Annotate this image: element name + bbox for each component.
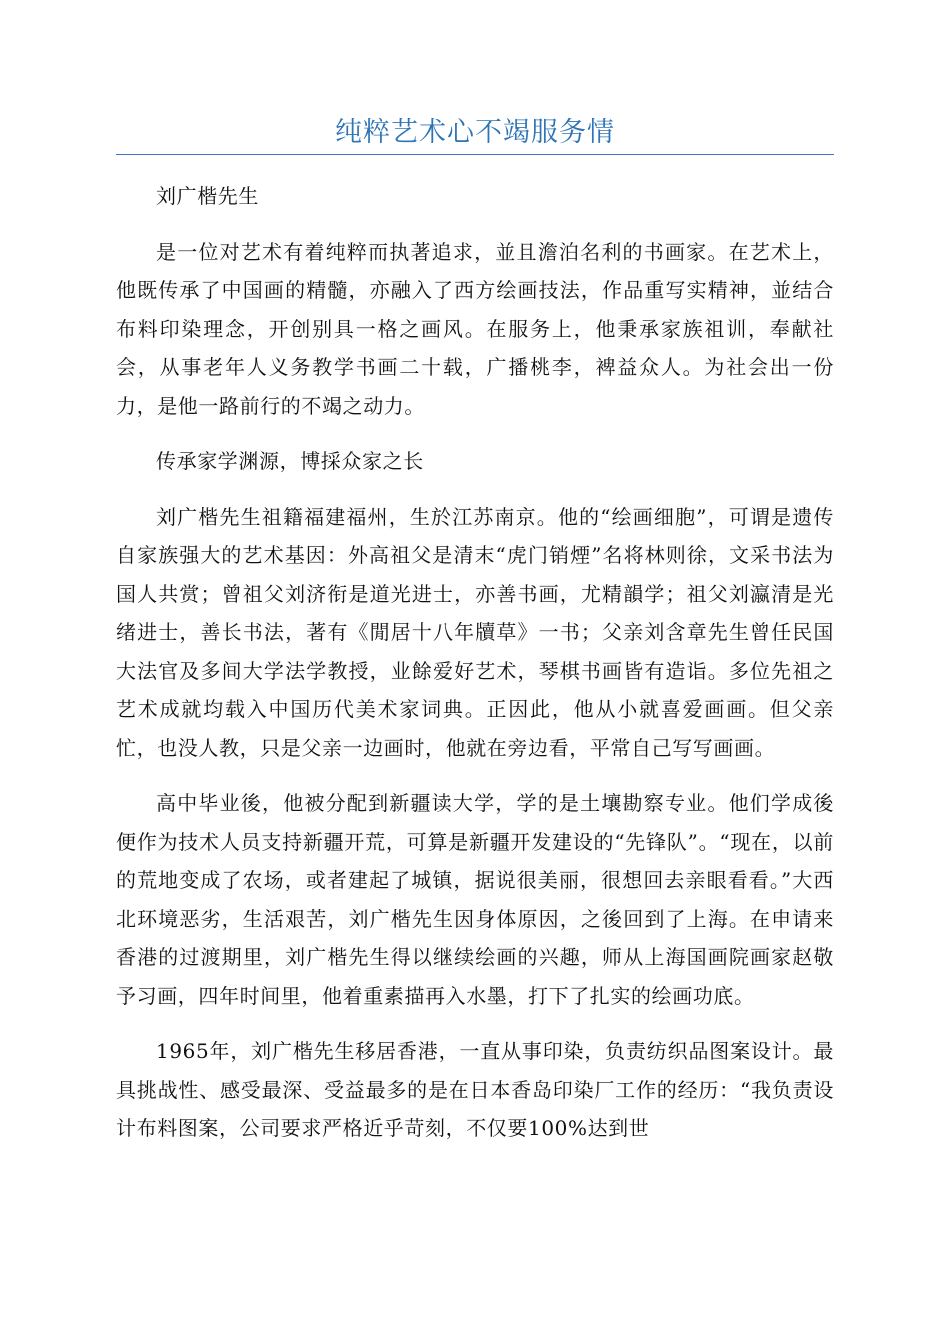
paragraph-name-line: 刘广楷先生 bbox=[156, 184, 259, 208]
section-heading-heritage: 传承家学渊源，博採众家之长 bbox=[156, 449, 424, 473]
paragraph-education: 高中毕业後，他被分配到新疆读大学，学的是土壤勘察专业。他们学成後便作为技术人员支持新疆开荒，可算是新疆开发建设的“先锋队”。“现在，以前的荒地变成了农场，或者建起了城镇，据说很美丽，很想回去亲眼看看。”大西北环境恶劣，生活艰苦，刘广楷先生因身体原因，之後回到了上海。在申请来香港的过渡期里，刘广楷先生得以继续绘画的兴趣，师从上海国画院画家赵敬予习画，四年时间里，他着重素描再入水墨，打下了扎实的绘画功底。 bbox=[116, 791, 834, 1008]
paragraph-hong-kong-career: 1965年，刘广楷先生移居香港，一直从事印染，负责纺织品图案设计。最具挑战性、感受最深、受益最多的是在日本香岛印染厂工作的经历：“我负责设计布料图案，公司要求严格近乎苛刻，不仅要100%达到世 bbox=[116, 1039, 834, 1140]
paragraph-introduction: 是一位对艺术有着纯粹而执著追求，並且澹泊名利的书画家。在艺术上，他既传承了中国画的精髓，亦融入了西方绘画技法，作品重写实精神，並结合布料印染理念，开创别具一格之画风。在服务上，他秉承家族祖训，奉献社会，从事老年人义务教学书画二十载，广播桃李，裨益众人。为社会出一份力，是他一路前行的不竭之动力。 bbox=[116, 239, 834, 418]
document-body bbox=[116, 177, 834, 1148]
title-underline bbox=[116, 154, 834, 155]
document-title: 纯粹艺术心不竭服务情 bbox=[335, 117, 615, 148]
document-page bbox=[116, 0, 834, 1344]
paragraph-family-background: 刘广楷先生祖籍福建福州，生於江苏南京。他的“绘画细胞”，可谓是遗传自家族强大的艺术基因：外高祖父是清末“虎门销煙”名将林则徐，文采书法为国人共赏；曾祖父刘济衔是道光进士，亦善书画，尤精韻学；祖父刘瀛清是光绪进士，善长书法，著有《閒居十八年牘草》一书；父亲刘含章先生曾任民国大法官及多间大学法学教授，业餘爱好艺术，琴棋书画皆有造诣。多位先祖之艺术成就均载入中国历代美术家词典。正因此，他从小就喜爱画画。但父亲忙，也没人教，只是父亲一边画时，他就在旁边看，平常自己写写画画。 bbox=[116, 504, 834, 760]
